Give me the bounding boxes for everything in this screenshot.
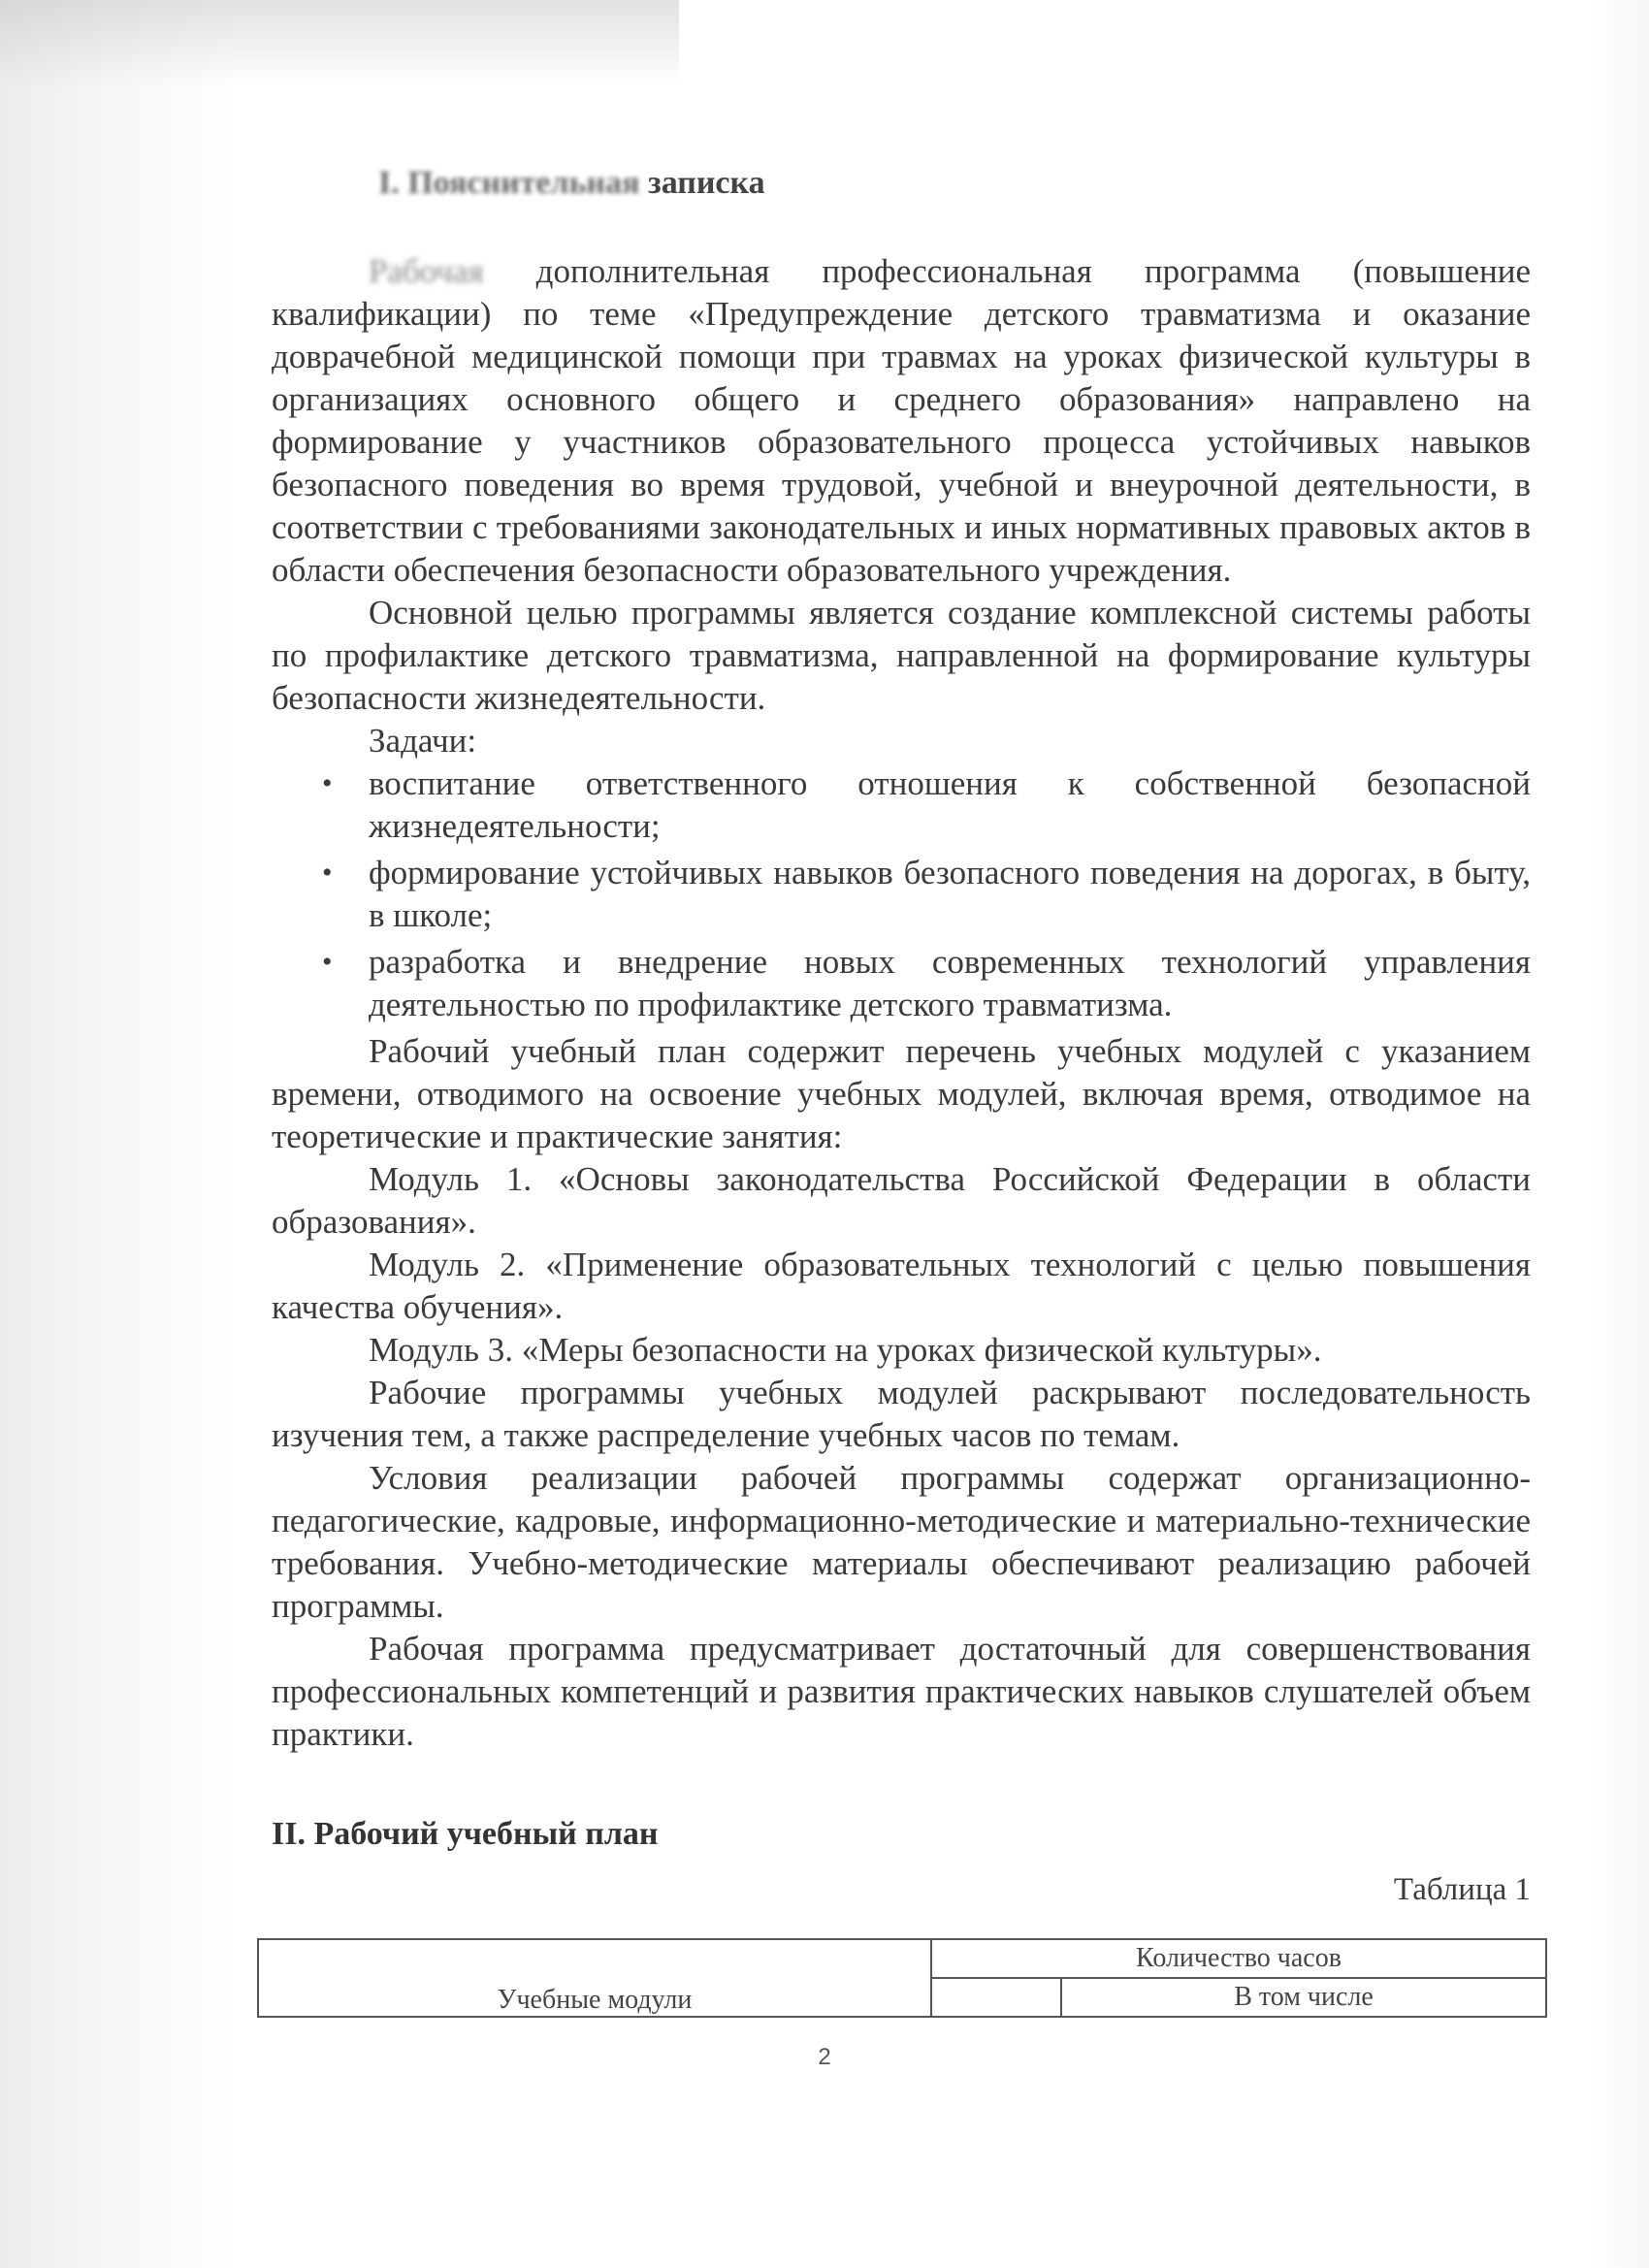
section-title: II. Рабочий учебный план: [272, 1816, 659, 1852]
module-1: Модуль 1. «Основы законодательства Российской Федерации в области образования».: [272, 1160, 1531, 1241]
table-header-modules: Учебные модули: [258, 1939, 931, 2017]
table-caption: Таблица 1: [1393, 1872, 1531, 1907]
table-row: [258, 1939, 1546, 1978]
plan-paragraph: Рабочий учебный план содержит перечень учебных модулей с указанием времени, отводимого на освоение учебных модулей, включая время, отводимое на теоретические и практические занятия:: [272, 1032, 1531, 1155]
list-item: [272, 762, 1531, 848]
tasks-list: [272, 762, 1531, 1026]
bullet-icon: •: [322, 946, 333, 978]
list-item-text: разработка и внедрение новых современных технологий управления деятельностью по профилактике детского травматизма.: [369, 943, 1531, 1023]
plan-table: [257, 1938, 1547, 2018]
section-heading: [378, 165, 1531, 202]
heading-word: записка: [648, 165, 765, 201]
scan-shadow: [0, 0, 679, 87]
bullet-icon: •: [322, 857, 333, 889]
heading-blurred-word: Пояснительная: [407, 165, 640, 201]
goal-paragraph: Основной целью программы является создание комплексной системы работы по профилактике детского травматизма, направленной на формирование культуры безопасности жизнедеятельности.: [272, 594, 1531, 717]
module-2: Модуль 2. «Применение образовательных технологий с целью повышения качества обучения».: [272, 1246, 1531, 1326]
bullet-icon: •: [322, 767, 333, 799]
list-item: [272, 941, 1531, 1026]
list-item-text: воспитание ответственного отношения к собственной безопасной жизнедеятельности;: [369, 764, 1531, 845]
programs-paragraph: Рабочие программы учебных модулей раскрывают последовательность изучения тем, а также распределение учебных часов по темам.: [272, 1374, 1531, 1454]
tasks-label: Задачи:: [369, 722, 477, 760]
heading-number: I.: [378, 165, 400, 201]
module-3: Модуль 3. «Меры безопасности на уроках физической культуры».: [369, 1331, 1322, 1369]
table-cell-total: [931, 1978, 1061, 2017]
list-item: [272, 852, 1531, 937]
table-header-hours: Количество часов: [931, 1939, 1546, 1978]
intro-paragraph: [272, 250, 1531, 592]
conditions-paragraph: Условия реализации рабочей программы содержат организационно-педагогические, кадровые, информационно-методические и материально-технические требования. Учебно-методические материалы обеспечивают реализацию рабочей программы.: [272, 1459, 1531, 1625]
table-header-including: В том числе: [1061, 1978, 1546, 2017]
page-number: 2: [818, 2044, 831, 2070]
practice-paragraph: Рабочая программа предусматривает достаточный для совершенствования профессиональных компетенций и развития практических навыков слушателей объем практики.: [272, 1630, 1531, 1753]
list-item-text: формирование устойчивых навыков безопасного поведения на дорогах, в быту, в школе;: [369, 854, 1531, 934]
document-body: [272, 165, 1531, 1916]
intro-text: дополнительная профессиональная программа (повышение квалификации) по теме «Предупреждение детского травматизма и оказание доврачебной медицинской помощи при травмах на уроках физической культуры в организациях основного общего и среднего образования» направлено на формирование у участников образовательного процесса устойчивых навыков безопасного поведения во время трудовой, учебной и внеурочной деятельности, в соответствии с требованиями законодательных и иных нормативных правовых актов в области обеспечения безопасности образовательного учреждения.: [272, 252, 1531, 589]
intro-lead-word: Рабочая: [369, 252, 484, 290]
